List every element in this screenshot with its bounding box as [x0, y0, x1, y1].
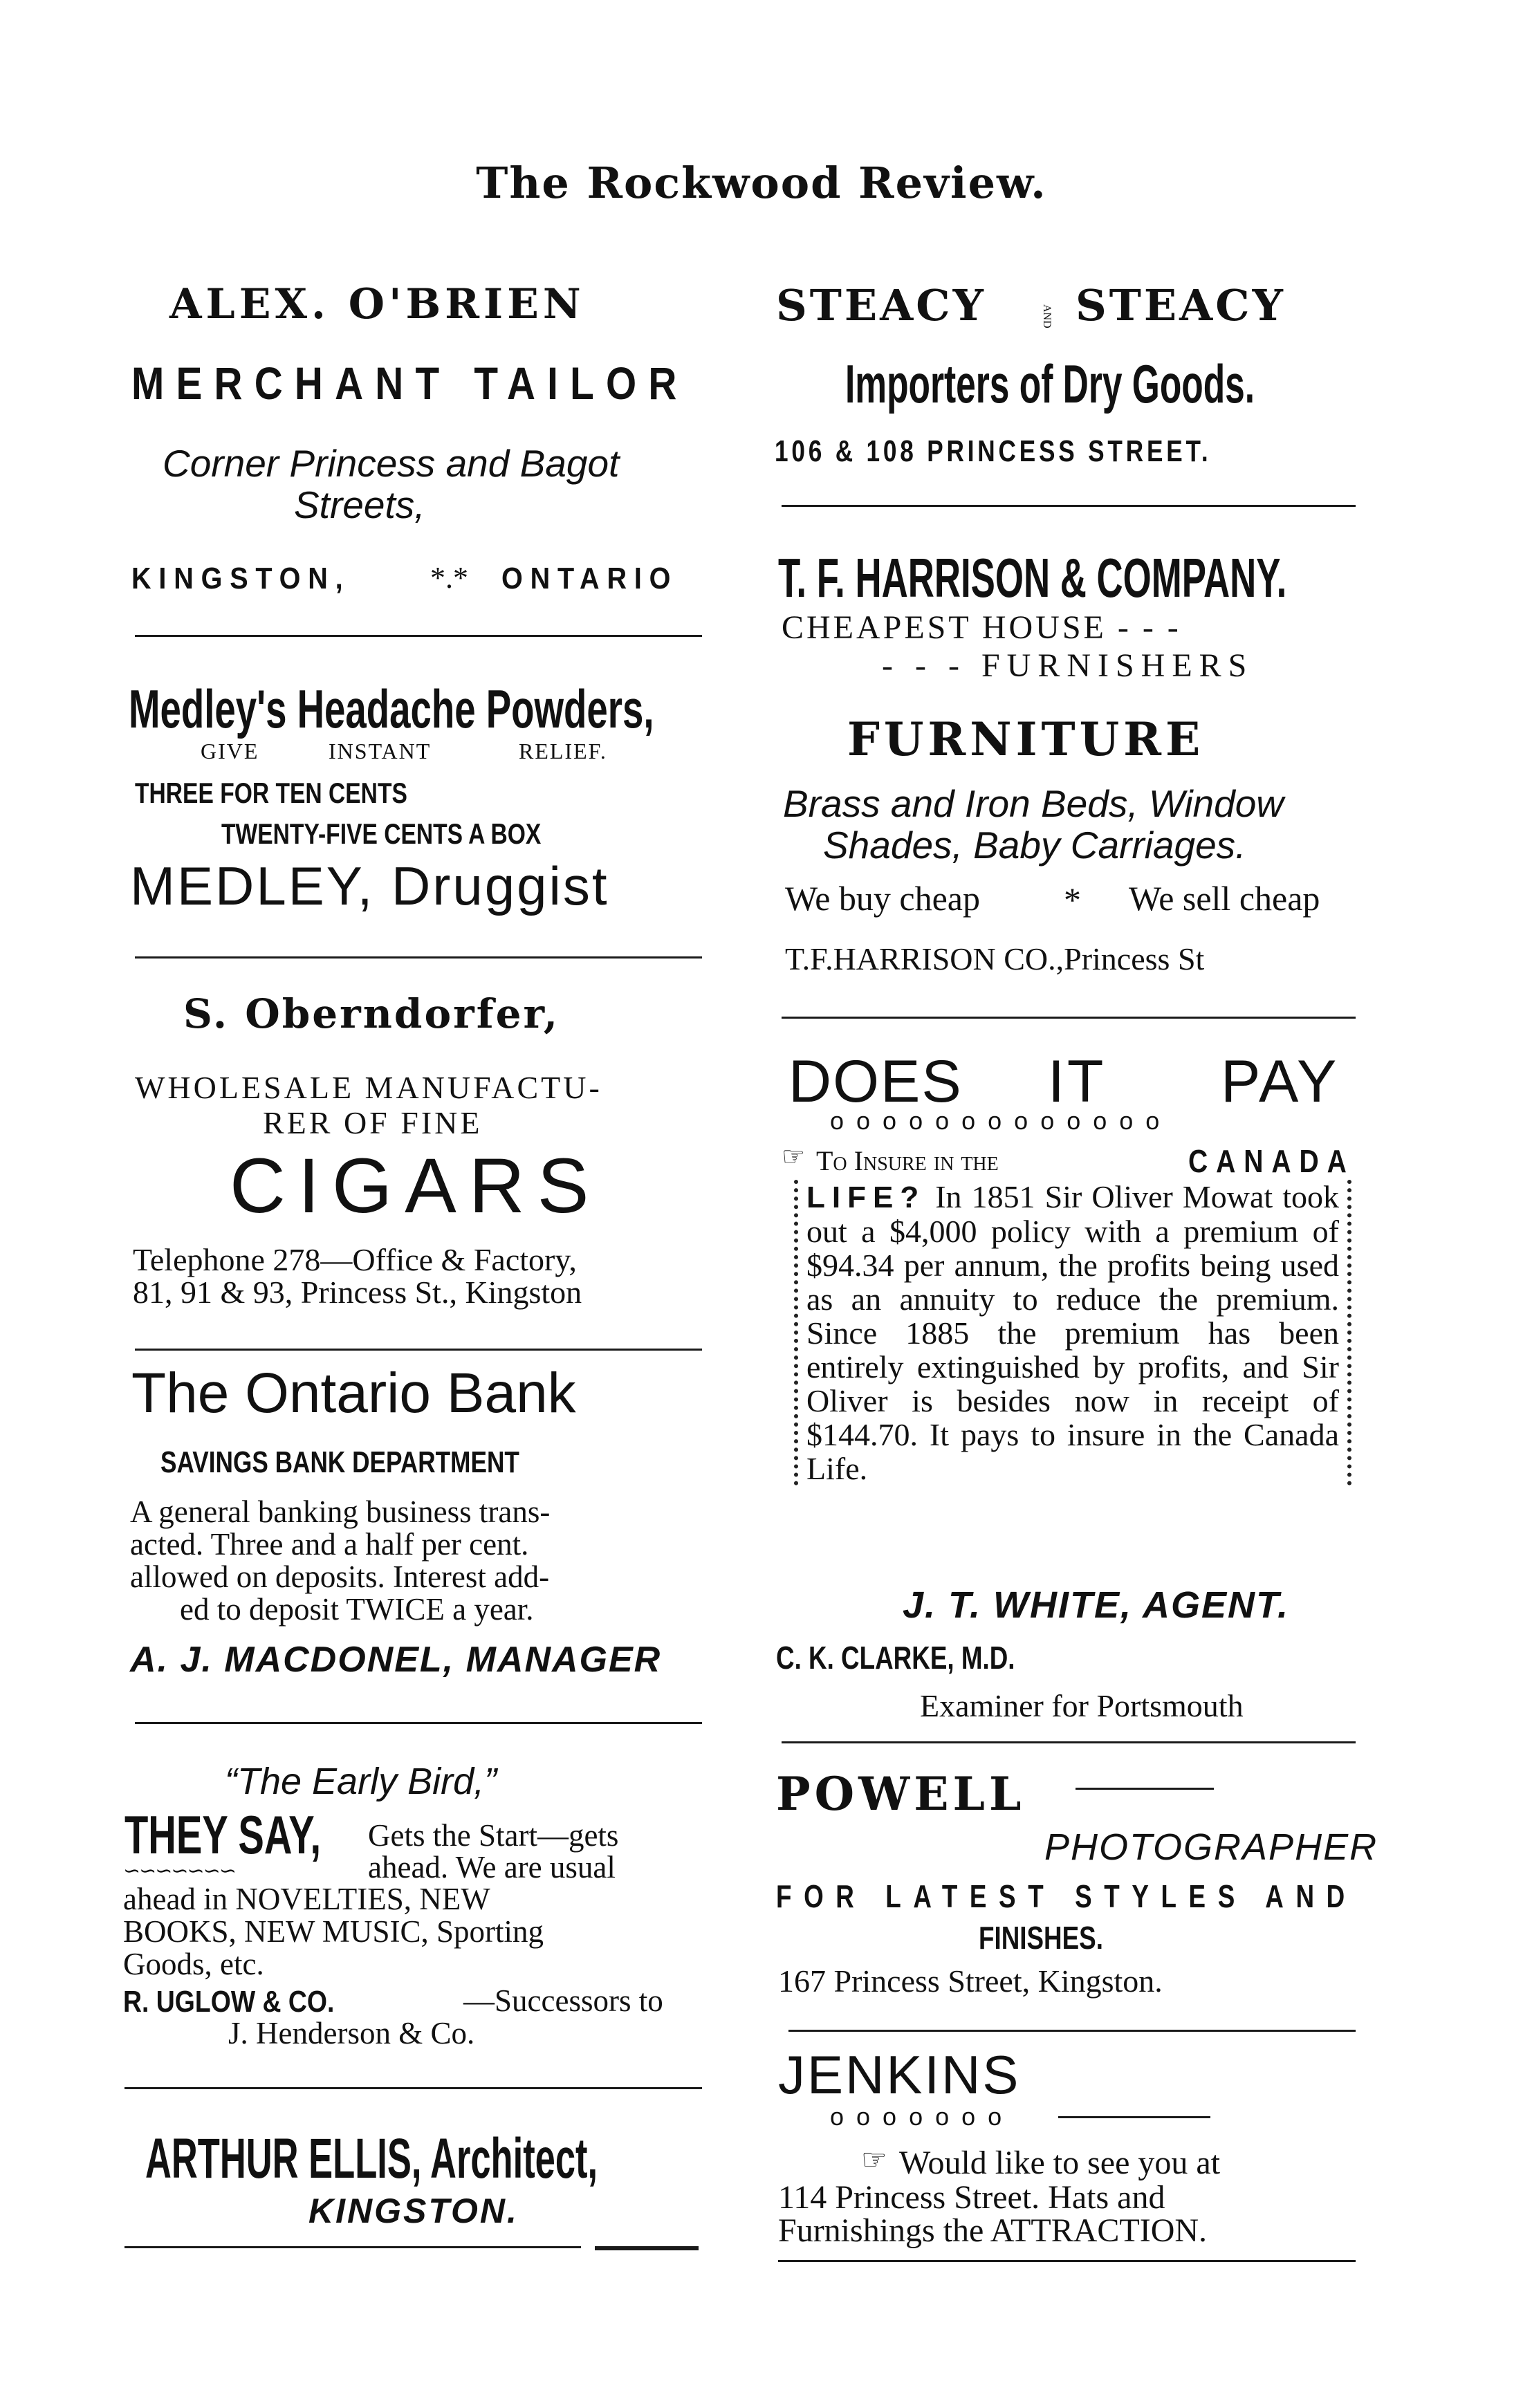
- medley-druggist: MEDLEY, Druggist: [130, 855, 609, 916]
- oberndorfer-address: 81, 91 & 93, Princess St., Kingston: [133, 1275, 582, 1310]
- oberndorfer-line-1: WHOLESALE MANUFACTU-: [135, 1070, 602, 1105]
- steacy-and: AND: [1041, 304, 1053, 328]
- divider: [782, 1741, 1356, 1743]
- harrison-line-4: Shades, Baby Carriages.: [823, 824, 1246, 867]
- canada-intro: To Insure in the: [816, 1145, 999, 1176]
- harrison-buy: We buy cheap: [785, 879, 980, 918]
- ornament-squiggle: ∽∽∽∽∽∽∽: [123, 1860, 235, 1882]
- canada-agent: J. T. WHITE, AGENT.: [903, 1584, 1289, 1626]
- uglow-line-3: Goods, etc.: [123, 1947, 264, 1981]
- obrien-stars: *.*: [430, 561, 468, 595]
- divider: [782, 505, 1356, 507]
- page-header: The Rockwood Review.: [476, 158, 1047, 208]
- obrien-address-2: Streets,: [294, 483, 425, 526]
- oberndorfer-product: CIGARS: [230, 1142, 602, 1229]
- divider: [595, 2246, 699, 2250]
- obrien-address-1: Corner Princess and Bagot: [163, 442, 620, 485]
- divider: [124, 2246, 581, 2248]
- harrison-line-2: - - - FURNISHERS: [882, 647, 1254, 684]
- uglow-gets-1: Gets the Start—gets: [368, 1818, 619, 1853]
- powell-line-1: FOR LATEST STYLES AND: [776, 1878, 1357, 1914]
- divider: [124, 2087, 702, 2089]
- divider: [778, 2260, 1356, 2262]
- harrison-line-3: Brass and Iron Beds, Window: [783, 782, 1284, 825]
- canada-circles: o o o o o o o o o o o o o: [830, 1106, 1163, 1135]
- uglow-line-2: BOOKS, NEW MUSIC, Sporting: [123, 1914, 544, 1949]
- bank-manager: A. J. MACDONEL, MANAGER: [130, 1640, 662, 1680]
- divider: [135, 1349, 702, 1351]
- steacy-name-1: STEACY: [776, 280, 986, 331]
- divider: [788, 2030, 1356, 2032]
- bank-department: SAVINGS BANK DEPARTMENT: [160, 1445, 519, 1479]
- medley-headline: Medley's Headache Powders,: [129, 678, 654, 739]
- canada-headline-3: PAY: [1221, 1048, 1340, 1115]
- jenkins-flourish: [1058, 2116, 1210, 2118]
- bank-line-2: acted. Three and a half per cent.: [130, 1527, 529, 1562]
- uglow-firm: R. UGLOW & CO.: [123, 1985, 335, 2019]
- uglow-they-say: THEY SAY,: [124, 1804, 322, 1865]
- jenkins-line-1: Would like to see you at: [899, 2145, 1221, 2181]
- obrien-city: KINGSTON,: [131, 562, 351, 595]
- bank-line-4: ed to deposit TWICE a year.: [180, 1592, 534, 1627]
- ellis-city: KINGSTON.: [308, 2192, 519, 2230]
- pointing-hand-icon: ☞: [861, 2145, 887, 2176]
- medley-price-2: TWENTY-FIVE CENTS A BOX: [221, 817, 542, 850]
- steacy-address: 106 & 108 PRINCESS STREET.: [775, 434, 1212, 468]
- canada-name: CANADA: [1188, 1143, 1355, 1179]
- divider: [135, 1722, 702, 1724]
- powell-flourish: [1076, 1788, 1214, 1790]
- powell-line-2: FINISHES.: [979, 1920, 1103, 1956]
- bank-line-1: A general banking business trans-: [130, 1494, 551, 1529]
- powell-name: POWELL: [776, 1767, 1026, 1821]
- clarke-name: C. K. CLARKE, M.D.: [776, 1640, 1015, 1676]
- canada-headline-1: DOES: [788, 1048, 963, 1115]
- jenkins-circles: o o o o o o o: [830, 2102, 1005, 2131]
- canada-body: [794, 1180, 1351, 1485]
- clarke-role: Examiner for Portsmouth: [920, 1688, 1244, 1723]
- medley-price-1: THREE FOR TEN CENTS: [135, 777, 407, 809]
- ellis-name: ARTHUR ELLIS, Architect,: [145, 2127, 598, 2190]
- harrison-star: *: [1064, 880, 1081, 919]
- canada-headline-2: IT: [1048, 1048, 1107, 1115]
- uglow-line-5: J. Henderson & Co.: [228, 2016, 475, 2050]
- medley-sub-2: INSTANT: [329, 739, 432, 763]
- powell-trade: PHOTOGRAPHER: [1044, 1826, 1378, 1868]
- divider: [782, 1017, 1356, 1019]
- bank-name: The Ontario Bank: [131, 1362, 576, 1425]
- uglow-successors: —Successors to: [463, 1983, 663, 2018]
- harrison-line-5: T.F.HARRISON CO.,Princess St: [785, 941, 1205, 976]
- harrison-name: T. F. HARRISON & COMPANY.: [778, 547, 1287, 609]
- steacy-line: Importers of Dry Goods.: [845, 353, 1255, 414]
- harrison-sell: We sell cheap: [1129, 879, 1320, 918]
- uglow-tagline: “The Early Bird,”: [225, 1761, 497, 1802]
- medley-sub-3: RELIEF.: [519, 739, 607, 763]
- canada-life: LIFE?: [806, 1180, 926, 1214]
- steacy-name-2: STEACY: [1076, 280, 1286, 331]
- uglow-gets-2: ahead. We are usual: [368, 1850, 616, 1884]
- pointing-hand-icon: ☞: [782, 1142, 806, 1171]
- divider: [135, 635, 702, 637]
- oberndorfer-phone: Telephone 278—Office & Factory,: [133, 1242, 577, 1277]
- oberndorfer-line-2: RER OF FINE: [263, 1105, 483, 1140]
- harrison-furniture: FURNITURE: [847, 712, 1205, 766]
- obrien-name: ALEX. O'BRIEN: [169, 280, 585, 328]
- uglow-line-1: ahead in NOVELTIES, NEW: [123, 1882, 490, 1916]
- powell-address: 167 Princess Street, Kingston.: [778, 1963, 1163, 1999]
- canada-body-text: In 1851 Sir Oliver Mowat took out a $4,000 policy with a premium of $94.34 per annum, the profits being used as an annuity to reduce the premium. Since 1885 the premium has been entirely extinguished by profits, and Sir Oliver is besides now in receipt of $144.70. It pays to insure in the Canada Life.: [806, 1179, 1339, 1486]
- jenkins-name: JENKINS: [778, 2044, 1021, 2105]
- obrien-trade: MERCHANT TAILOR: [131, 358, 689, 409]
- harrison-line-1: CHEAPEST HOUSE - - -: [782, 609, 1181, 646]
- divider: [135, 956, 702, 958]
- oberndorfer-name: S. Oberndorfer,: [183, 990, 560, 1037]
- jenkins-line-3: Furnishings the ATTRACTION.: [778, 2212, 1208, 2249]
- bank-line-3: allowed on deposits. Interest add-: [130, 1559, 550, 1594]
- obrien-province: ONTARIO: [501, 562, 679, 595]
- medley-sub-1: GIVE: [201, 739, 259, 763]
- jenkins-line-2: 114 Princess Street. Hats and: [778, 2179, 1165, 2216]
